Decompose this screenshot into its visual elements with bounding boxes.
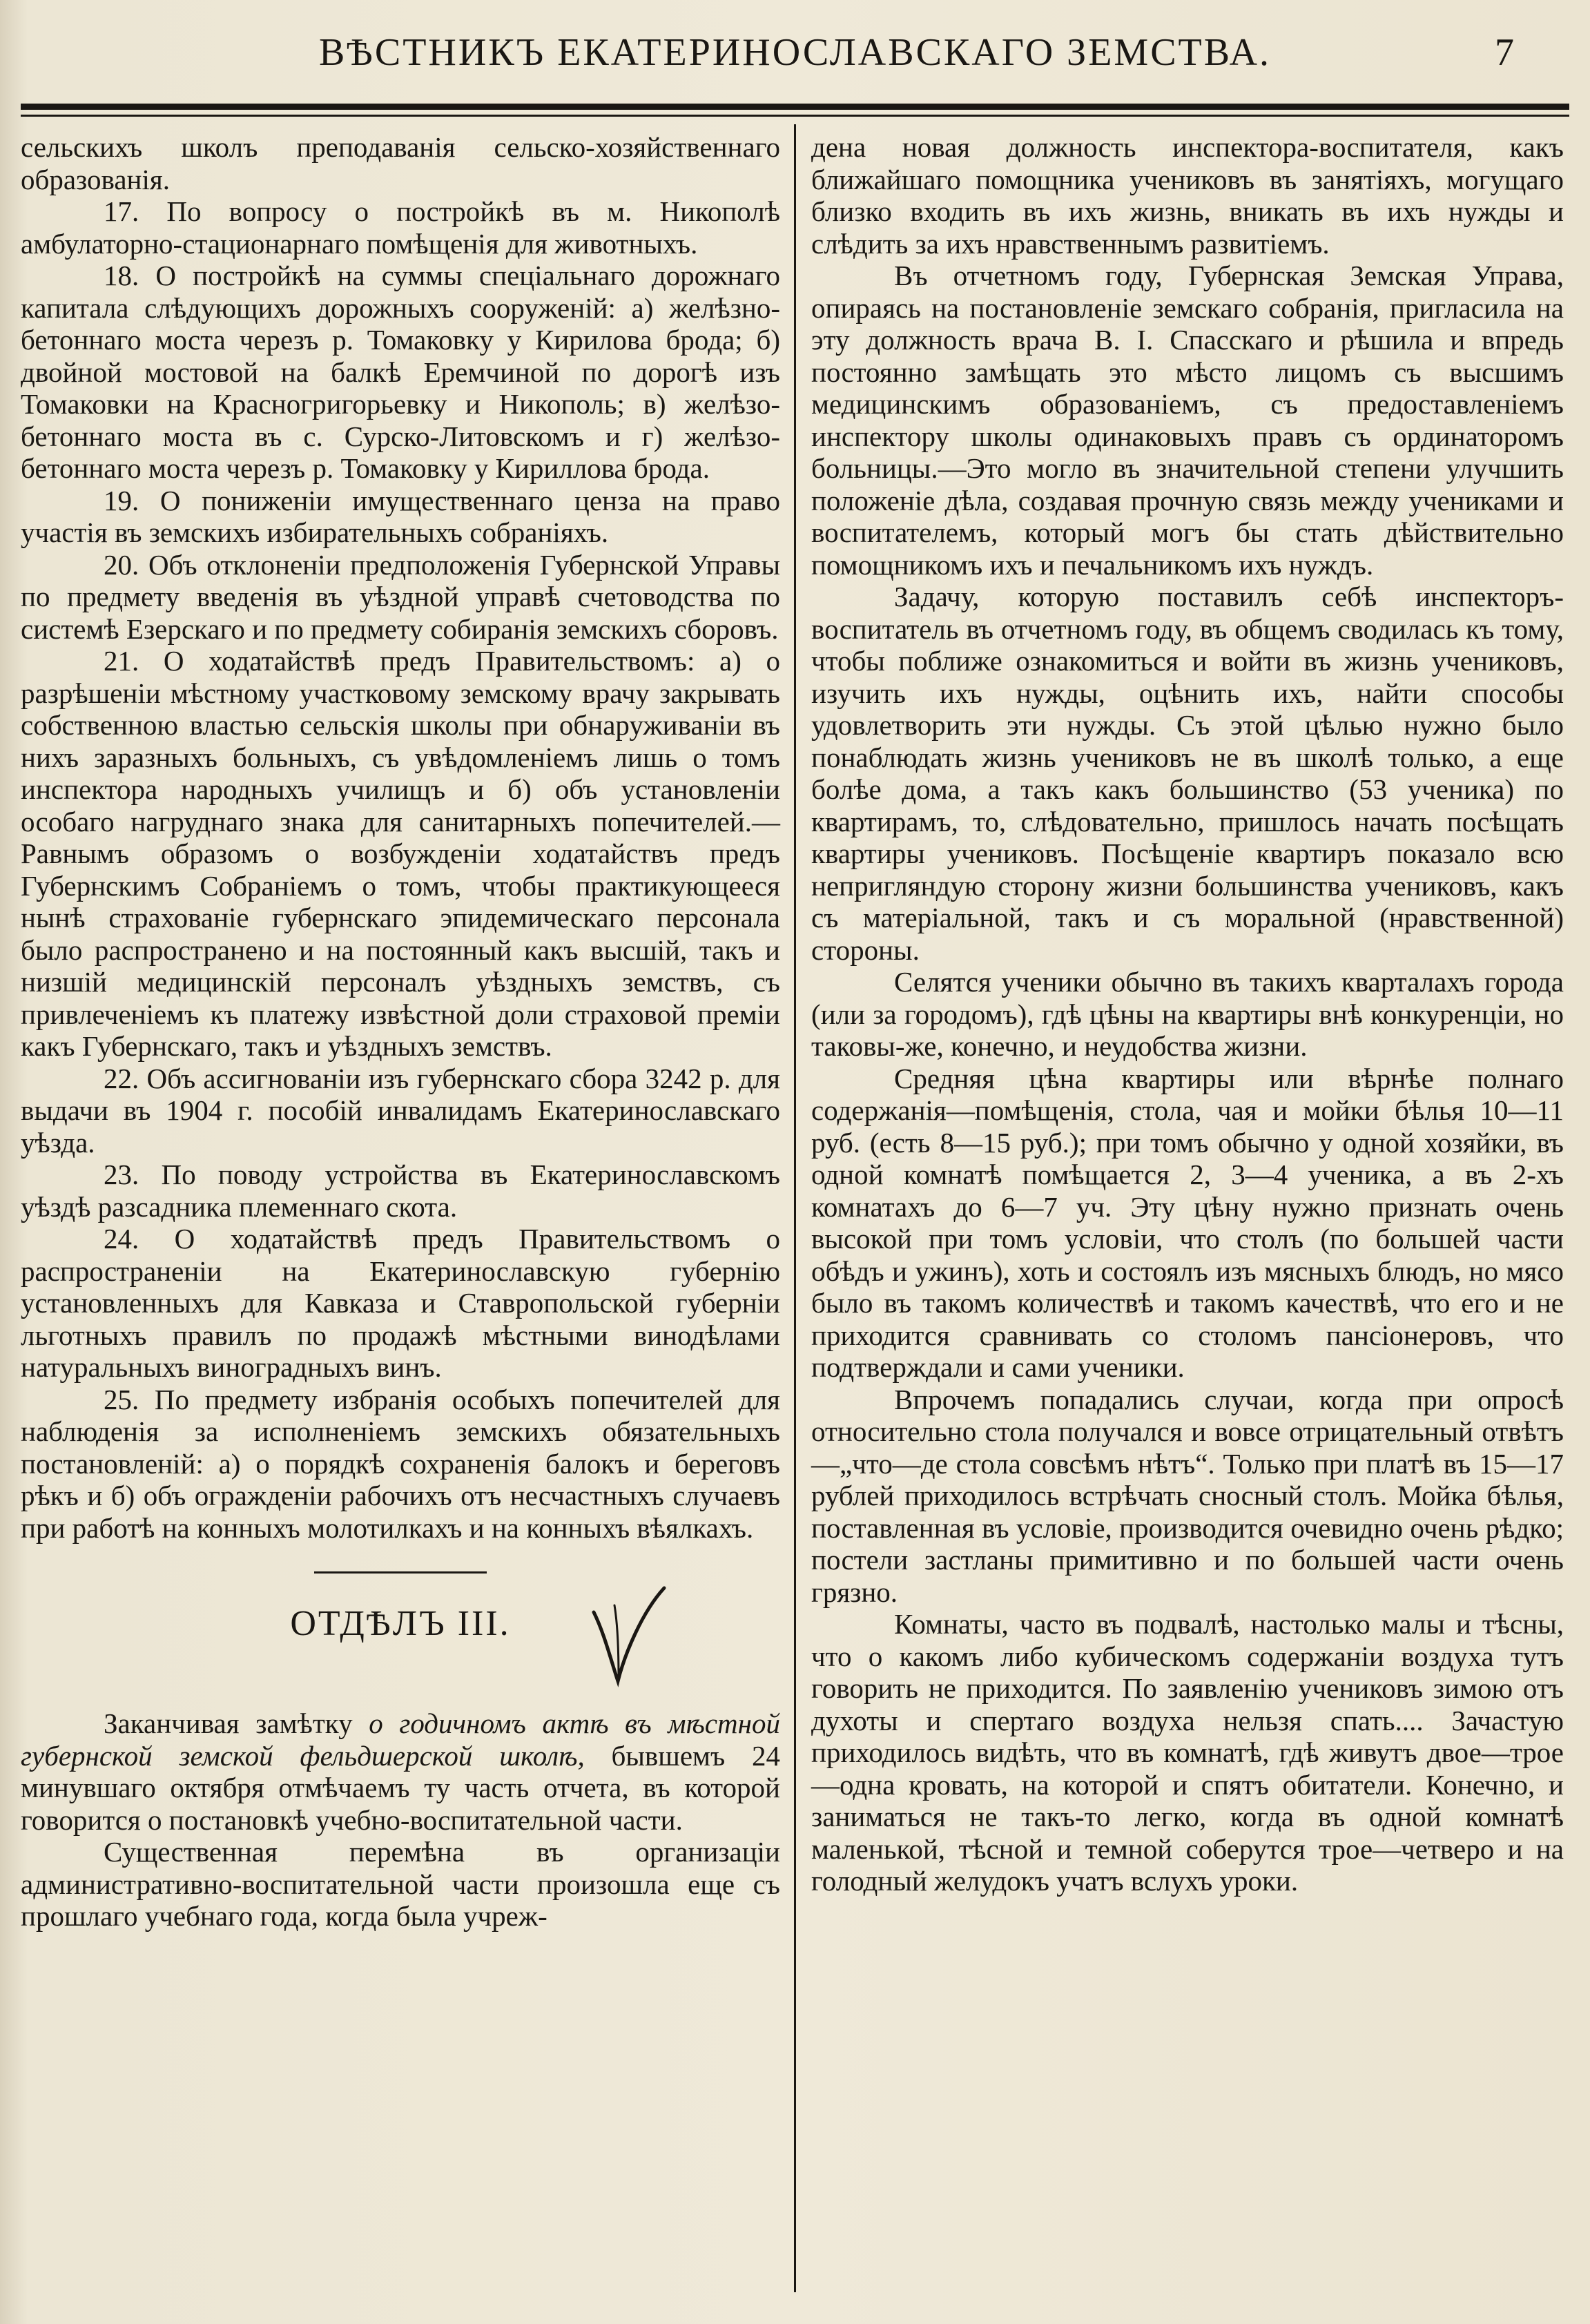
paragraph: 19. О пониженіи имущественнаго ценза на право участія въ земскихъ избирательныхъ собраніяхъ. bbox=[21, 484, 780, 548]
paragraph: 24. О ходатайствѣ предъ Правительствомъ о распространеніи на Екатеринославскую губернію установленныхъ для Кавказа и Ставропольской губерніи льготныхъ правилъ по продажѣ мѣстными винодѣлами натуральныхъ виноградныхъ винъ. bbox=[21, 1223, 780, 1383]
paragraph: Комнаты, часто въ подвалѣ, настолько малы и тѣсны, что о какомъ либо кубическомъ содержаніи воздуха тутъ говорить не приходится. По заявленію учениковъ зимою отъ духоты и спертаго воздуха нельзя спать.... Зачастую приходилось видѣть, что въ комнатѣ, гдѣ живутъ двое—трое—одна кровать, на которой и спятъ обитатели. Конечно, и заниматься не такъ-то легко, когда въ одной комнатѣ маленькой, тѣсной и темной соберутся трое—четверо и на голодный желудокъ учатъ вслухъ уроки. bbox=[811, 1608, 1564, 1897]
header-rule-thin bbox=[21, 115, 1569, 117]
page-number: 7 bbox=[1495, 31, 1514, 74]
paragraph bbox=[21, 1707, 780, 1836]
paragraph: Селятся ученики обычно въ такихъ кварталахъ города (или за городомъ), гдѣ цѣны на квартиры внѣ конкуренціи, но таковы-же, конечно, и неудобства жизни. bbox=[811, 966, 1564, 1062]
section-separator bbox=[314, 1571, 487, 1573]
paragraph-text: Заканчивая замѣтку bbox=[104, 1707, 369, 1739]
paragraph: Средняя цѣна квартиры или вѣрнѣе полнаго содержанія—помѣщенія, стола, чая и мойки бѣлья 10—11 руб. (есть 8—15 руб.); при томъ обычно у одной хозяйки, въ одной комнатѣ помѣщается 2, 3—4 ученика, а въ 2-хъ комнатахъ до 6—7 уч. Эту цѣну нужно признать очень высокой при томъ условіи, что столъ (по большей части обѣдъ и ужинъ), хоть и состоялъ изъ мясныхъ блюдъ, но мясо было въ такомъ количествѣ и такомъ качествѣ, что его и не приходится сравнивать со столомъ пансіонеровъ, что подтверждали и сами ученики. bbox=[811, 1062, 1564, 1383]
paragraph: 18. О постройкѣ на суммы спеціальнаго дорожнаго капитала слѣдующихъ дорожныхъ сооруженій: а) желѣзно-бетоннаго моста черезъ р. Томаковку у Кирилова брода; б) двойной мостовой на балкѣ Еремчиной по дорогѣ изъ Томаковки на Красногригорьевку и Никополь; в) желѣзо-бетоннаго моста въ с. Сурско-Литовскомъ и г) желѣзо-бетоннаго моста черезъ р. Томаковку у Кириллова брода. bbox=[21, 260, 780, 484]
paragraph-text: Существенная перемѣна въ организаціи административно-воспитательной части произошла еще съ прошлаго учебнаго года, когда была учреж- bbox=[21, 1836, 780, 1932]
page-header bbox=[21, 21, 1569, 104]
section-heading-block bbox=[21, 1598, 780, 1681]
paragraph-text: бывшемъ 24 минувшаго октября отмѣчаемъ ту часть отчета, въ которой говорится о постановкѣ учебно-воспитательной части. bbox=[21, 1739, 780, 1836]
paragraph: сельскихъ школъ преподаванія сельско-хозяйственнаго образованія. bbox=[21, 131, 780, 195]
section-title: ОТДѢЛЪ III. bbox=[290, 1604, 511, 1643]
right-column bbox=[811, 131, 1564, 1897]
left-column bbox=[21, 131, 780, 1933]
paragraph: дена новая должность инспектора-воспитателя, какъ ближайшаго помощника учениковъ въ занятіяхъ, могущаго близко входить въ ихъ жизнь, вникать въ ихъ нужды и слѣдить за ихъ нравственнымъ развитіемъ. bbox=[811, 131, 1564, 260]
paragraph: 23. По поводу устройства въ Екатеринославскомъ уѣздѣ разсадника племеннаго скота. bbox=[21, 1159, 780, 1223]
paragraph: Въ отчетномъ году, Губернская Земская Управа, опираясь на постановленіе земскаго собранія, пригласила на эту должность врача В. I. Спасскаго и рѣшила и впредь постоянно замѣщать это мѣсто лицомъ съ высшимъ медицинскимъ образованіемъ, съ предоставленіемъ инспектору школы одинаковыхъ правъ съ ординаторомъ больницы.—Это могло въ значительной степени улучшить положеніе дѣла, создавая прочную связь между учениками и воспитателемъ, который могъ бы стать дѣйствительно помощникомъ ихъ и печальникомъ ихъ нуждъ. bbox=[811, 260, 1564, 581]
paragraph bbox=[21, 1836, 780, 1933]
paragraph: 25. По предмету избранія особыхъ попечителей для наблюденія за исполненіемъ земскихъ обязательныхъ постановленій: а) о порядкѣ сохраненія балокъ и береговъ рѣкъ и б) объ огражденіи рабочихъ отъ несчастныхъ случаевъ при работѣ на конныхъ молотилкахъ и на конныхъ вѣялкахъ. bbox=[21, 1383, 780, 1544]
header-rule-thick bbox=[21, 104, 1569, 110]
handwritten-check-mark bbox=[587, 1585, 670, 1688]
italic-text: о годичномъ актѣ въ мѣстной губернской земской фельдшерской школѣ, bbox=[21, 1707, 780, 1772]
paragraph: 20. Объ отклоненіи предположенія Губернской Управы по предмету введенія въ уѣздной управѣ счетоводства по системѣ Езерскаго и по предмету собиранія земскихъ сборовъ. bbox=[21, 548, 780, 645]
paragraph: 21. О ходатайствѣ предъ Правительствомъ: а) о разрѣшеніи мѣстному участковому земскому врачу закрывать собственною властью сельскія школы при обнаруживаніи въ нихъ заразныхъ больныхъ, съ увѣдомленіемъ лишь о томъ инспектора народныхъ училищъ и б) объ установленіи особаго нагруднаго знака для санитарныхъ попечителей.—Равнымъ образомъ о возбужденіи ходатайствъ предъ Губернскимъ Собраніемъ о томъ, чтобы практикующееся нынѣ страхованіе губернскаго эпидемическаго персонала было распространено и на постоянный какъ высшій, такъ и низшій медицинскій персоналъ уѣздныхъ земствъ, съ привлеченіемъ къ платежу извѣстной доли страховой преміи какъ Губернскаго, такъ и уѣздныхъ земствъ. bbox=[21, 645, 780, 1062]
paragraph: Впрочемъ попадались случаи, когда при опросѣ относительно стола получался и вовсе отрицательный отвѣтъ—„что—де стола совсѣмъ нѣтъ“. Только при платѣ въ 15—17 рублей приходилось встрѣчать сносный столъ. Мойка бѣлья, поставленная въ условіе, производится очевидно очень рѣдко; постели застланы примитивно и по большей части очень грязно. bbox=[811, 1383, 1564, 1608]
paragraph: 17. По вопросу о постройкѣ въ м. Никополѣ амбулаторно-стационарнаго помѣщенія для животныхъ. bbox=[21, 195, 780, 260]
paragraph: 22. Объ ассигнованіи изъ губернскаго сбора 3242 р. для выдачи въ 1904 г. пособій инвалидамъ Екатеринославскаго уѣзда. bbox=[21, 1062, 780, 1159]
journal-title: ВѢСТНИКЪ ЕКАТЕРИНОСЛАВСКАГО ЗЕМСТВА. bbox=[318, 31, 1272, 74]
column-divider bbox=[794, 124, 796, 2292]
paragraph: Задачу, которую поставилъ себѣ инспекторъ-воспитатель въ отчетномъ году, въ общемъ сводилась къ тому, чтобы поближе ознакомиться и войти въ жизнь учениковъ, изучить ихъ нужды, оцѣнить ихъ, найти способы удовлетворить эти нужды. Съ этой цѣлью нужно было понаблюдать жизнь учениковъ не въ школѣ только, а еще болѣе дома, а такъ какъ большинство (53 ученика) по квартирамъ, то, слѣдовательно, пришлось начать посѣщать квартиры учениковъ. Посѣщеніе квартиръ показало всю непригляндую сторону жизни большинства учениковъ, какъ съ матеріальной, такъ и съ моральной (нравственной) стороны. bbox=[811, 581, 1564, 966]
